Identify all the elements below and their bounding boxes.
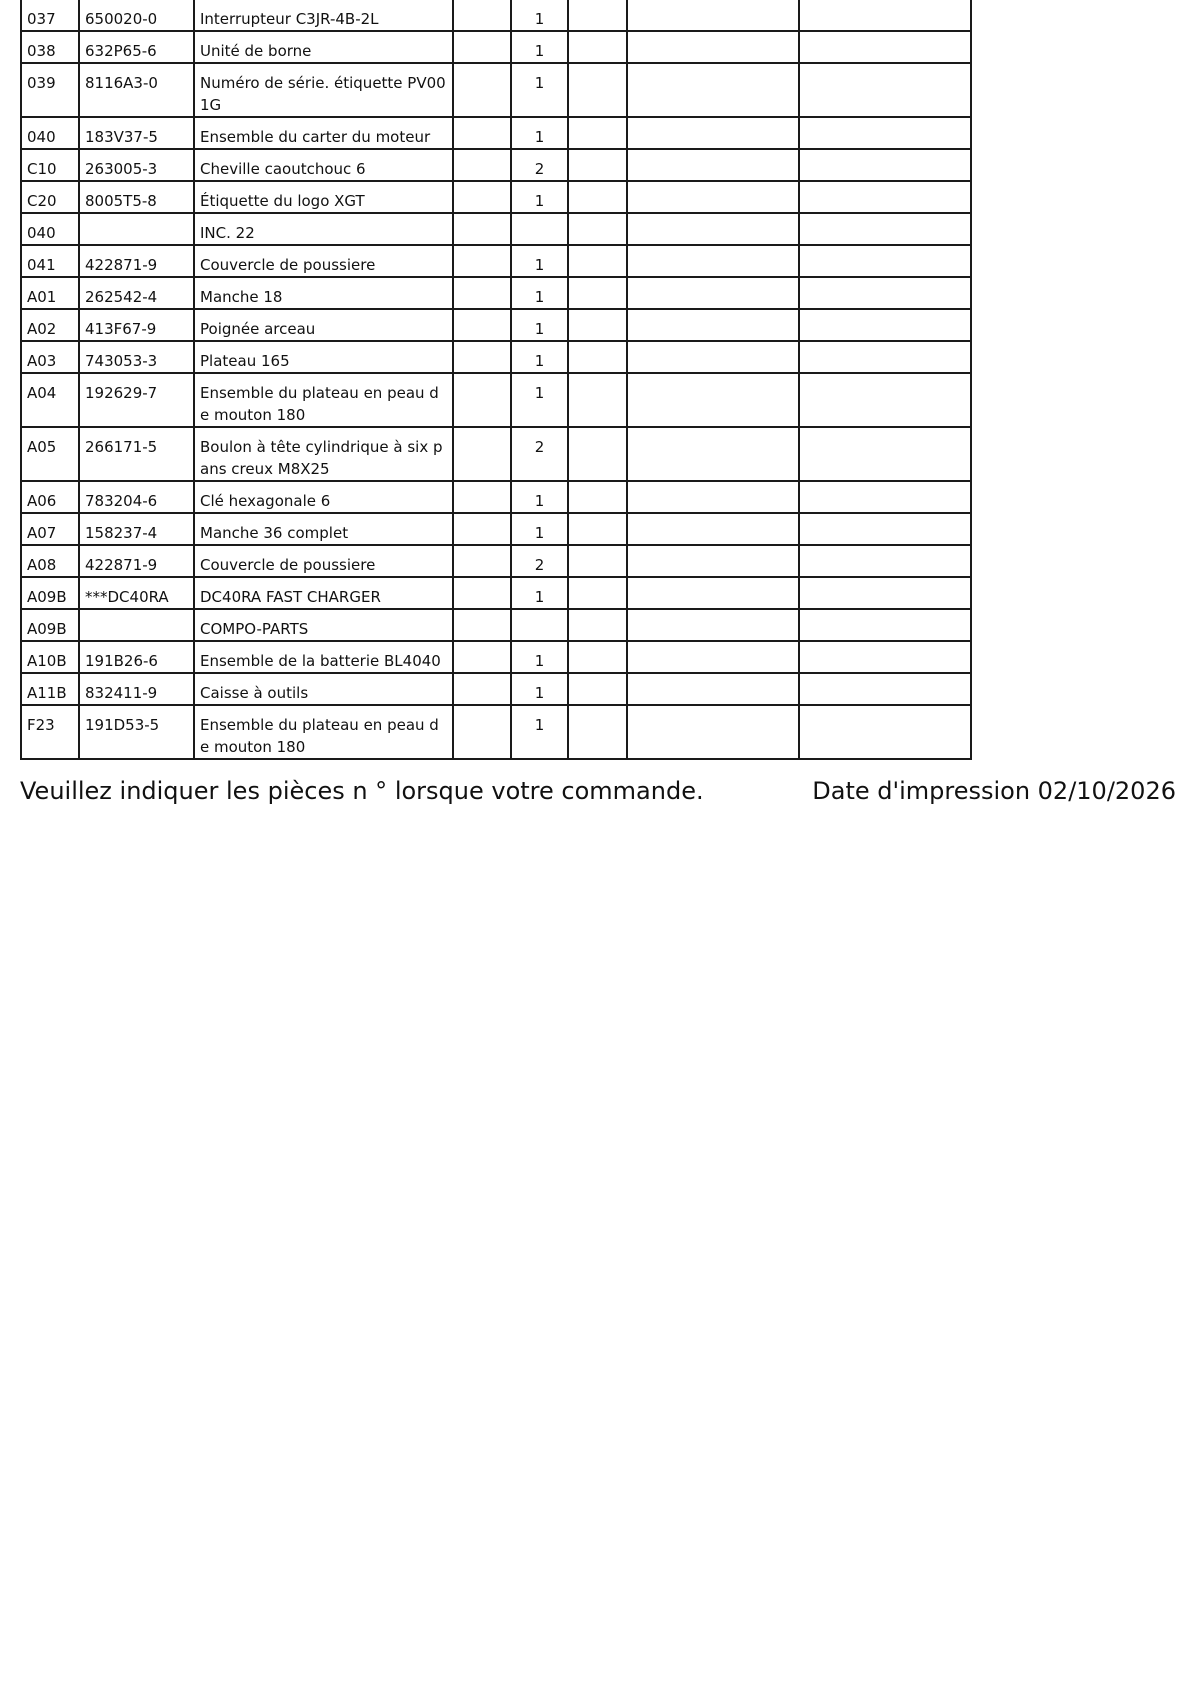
empty-cell xyxy=(627,0,799,31)
item-number-cell: A09B xyxy=(21,609,79,641)
empty-cell xyxy=(627,309,799,341)
empty-cell xyxy=(799,63,971,117)
empty-cell xyxy=(453,181,511,213)
part-number-cell xyxy=(79,609,194,641)
item-number-cell: A09B xyxy=(21,577,79,609)
empty-cell xyxy=(627,705,799,759)
part-number-cell: ***DC40RA xyxy=(79,577,194,609)
parts-table xyxy=(20,0,972,760)
empty-cell xyxy=(453,309,511,341)
empty-cell xyxy=(799,705,971,759)
quantity-cell: 1 xyxy=(511,117,568,149)
table-row xyxy=(21,427,971,481)
item-number-cell: A10B xyxy=(21,641,79,673)
part-number-cell: 191B26-6 xyxy=(79,641,194,673)
table-row xyxy=(21,245,971,277)
empty-cell xyxy=(627,577,799,609)
empty-cell xyxy=(799,213,971,245)
empty-cell xyxy=(799,277,971,309)
empty-cell xyxy=(627,31,799,63)
empty-cell xyxy=(627,213,799,245)
empty-cell xyxy=(453,277,511,309)
item-number-cell: 037 xyxy=(21,0,79,31)
description-cell: Interrupteur C3JR-4B-2L xyxy=(194,0,453,31)
table-row xyxy=(21,705,971,759)
empty-cell xyxy=(453,513,511,545)
empty-cell xyxy=(568,277,627,309)
item-number-cell: F23 xyxy=(21,705,79,759)
parts-table-body xyxy=(21,0,971,759)
empty-cell xyxy=(627,341,799,373)
item-number-cell: 040 xyxy=(21,117,79,149)
item-number-cell: 040 xyxy=(21,213,79,245)
empty-cell xyxy=(453,0,511,31)
empty-cell xyxy=(799,577,971,609)
empty-cell xyxy=(627,277,799,309)
item-number-cell: A08 xyxy=(21,545,79,577)
empty-cell xyxy=(568,673,627,705)
quantity-cell: 1 xyxy=(511,705,568,759)
item-number-cell: A11B xyxy=(21,673,79,705)
empty-cell xyxy=(453,63,511,117)
empty-cell xyxy=(568,117,627,149)
empty-cell xyxy=(568,609,627,641)
description-cell: INC. 22 xyxy=(194,213,453,245)
empty-cell xyxy=(568,577,627,609)
table-row xyxy=(21,31,971,63)
empty-cell xyxy=(568,31,627,63)
part-number-cell: 650020-0 xyxy=(79,0,194,31)
description-cell: Ensemble du carter du moteur xyxy=(194,117,453,149)
table-row xyxy=(21,641,971,673)
description-cell: Cheville caoutchouc 6 xyxy=(194,149,453,181)
empty-cell xyxy=(799,641,971,673)
table-row xyxy=(21,577,971,609)
quantity-cell: 1 xyxy=(511,0,568,31)
empty-cell xyxy=(453,373,511,427)
empty-cell xyxy=(453,427,511,481)
empty-cell xyxy=(799,545,971,577)
part-number-cell: 192629-7 xyxy=(79,373,194,427)
empty-cell xyxy=(799,427,971,481)
quantity-cell: 1 xyxy=(511,373,568,427)
empty-cell xyxy=(453,577,511,609)
quantity-cell: 1 xyxy=(511,341,568,373)
part-number-cell: 8005T5-8 xyxy=(79,181,194,213)
table-row xyxy=(21,63,971,117)
empty-cell xyxy=(799,181,971,213)
item-number-cell: A06 xyxy=(21,481,79,513)
empty-cell xyxy=(568,481,627,513)
item-number-cell: 038 xyxy=(21,31,79,63)
quantity-cell: 1 xyxy=(511,513,568,545)
empty-cell xyxy=(453,545,511,577)
item-number-cell: 041 xyxy=(21,245,79,277)
part-number-cell xyxy=(79,213,194,245)
empty-cell xyxy=(568,341,627,373)
empty-cell xyxy=(799,0,971,31)
empty-cell xyxy=(627,545,799,577)
description-cell: Plateau 165 xyxy=(194,341,453,373)
quantity-cell: 1 xyxy=(511,245,568,277)
empty-cell xyxy=(627,149,799,181)
description-cell: Boulon à tête cylindrique à six pans creux M8X25 xyxy=(194,427,453,481)
empty-cell xyxy=(799,149,971,181)
empty-cell xyxy=(627,63,799,117)
description-cell: Couvercle de poussiere xyxy=(194,545,453,577)
table-row xyxy=(21,481,971,513)
table-row xyxy=(21,513,971,545)
empty-cell xyxy=(627,373,799,427)
description-cell: Manche 36 complet xyxy=(194,513,453,545)
item-number-cell: A01 xyxy=(21,277,79,309)
table-row xyxy=(21,181,971,213)
empty-cell xyxy=(568,213,627,245)
description-cell: Numéro de série. étiquette PV00 1G xyxy=(194,63,453,117)
table-row xyxy=(21,309,971,341)
quantity-cell xyxy=(511,213,568,245)
table-row xyxy=(21,673,971,705)
empty-cell xyxy=(568,705,627,759)
empty-cell xyxy=(568,373,627,427)
quantity-cell: 1 xyxy=(511,31,568,63)
empty-cell xyxy=(568,181,627,213)
empty-cell xyxy=(627,513,799,545)
empty-cell xyxy=(568,545,627,577)
empty-cell xyxy=(568,63,627,117)
part-number-cell: 263005-3 xyxy=(79,149,194,181)
quantity-cell: 2 xyxy=(511,149,568,181)
part-number-cell: 191D53-5 xyxy=(79,705,194,759)
quantity-cell: 1 xyxy=(511,63,568,117)
empty-cell xyxy=(453,481,511,513)
part-number-cell: 266171-5 xyxy=(79,427,194,481)
part-number-cell: 422871-9 xyxy=(79,245,194,277)
empty-cell xyxy=(799,117,971,149)
empty-cell xyxy=(799,609,971,641)
empty-cell xyxy=(453,673,511,705)
description-cell: Unité de borne xyxy=(194,31,453,63)
part-number-cell: 158237-4 xyxy=(79,513,194,545)
empty-cell xyxy=(453,641,511,673)
empty-cell xyxy=(627,481,799,513)
item-number-cell: C10 xyxy=(21,149,79,181)
table-row xyxy=(21,341,971,373)
order-instruction: Veuillez indiquer les pièces n ° lorsque votre commande. xyxy=(20,777,704,805)
description-cell: Ensemble du plateau en peau de mouton 180 xyxy=(194,373,453,427)
description-cell: Manche 18 xyxy=(194,277,453,309)
part-number-cell: 632P65-6 xyxy=(79,31,194,63)
empty-cell xyxy=(453,341,511,373)
item-number-cell: A03 xyxy=(21,341,79,373)
empty-cell xyxy=(453,31,511,63)
quantity-cell: 1 xyxy=(511,481,568,513)
empty-cell xyxy=(453,117,511,149)
quantity-cell: 1 xyxy=(511,181,568,213)
empty-cell xyxy=(453,213,511,245)
item-number-cell: A04 xyxy=(21,373,79,427)
print-date: Date d'impression 02/10/2026 xyxy=(812,777,1176,805)
part-number-cell: 413F67-9 xyxy=(79,309,194,341)
empty-cell xyxy=(453,609,511,641)
part-number-cell: 783204-6 xyxy=(79,481,194,513)
empty-cell xyxy=(799,245,971,277)
empty-cell xyxy=(627,427,799,481)
quantity-cell: 1 xyxy=(511,673,568,705)
quantity-cell: 2 xyxy=(511,427,568,481)
table-row xyxy=(21,213,971,245)
table-row xyxy=(21,545,971,577)
empty-cell xyxy=(799,513,971,545)
description-cell: Clé hexagonale 6 xyxy=(194,481,453,513)
item-number-cell: 039 xyxy=(21,63,79,117)
part-number-cell: 183V37-5 xyxy=(79,117,194,149)
empty-cell xyxy=(568,245,627,277)
part-number-cell: 262542-4 xyxy=(79,277,194,309)
item-number-cell: A02 xyxy=(21,309,79,341)
empty-cell xyxy=(799,341,971,373)
table-row xyxy=(21,0,971,31)
item-number-cell: A05 xyxy=(21,427,79,481)
empty-cell xyxy=(453,245,511,277)
description-cell: Ensemble de la batterie BL4040 xyxy=(194,641,453,673)
description-cell: COMPO-PARTS xyxy=(194,609,453,641)
empty-cell xyxy=(568,309,627,341)
description-cell: DC40RA FAST CHARGER xyxy=(194,577,453,609)
empty-cell xyxy=(568,427,627,481)
empty-cell xyxy=(568,513,627,545)
quantity-cell: 2 xyxy=(511,545,568,577)
empty-cell xyxy=(627,181,799,213)
part-number-cell: 743053-3 xyxy=(79,341,194,373)
table-row xyxy=(21,609,971,641)
quantity-cell xyxy=(511,609,568,641)
empty-cell xyxy=(453,705,511,759)
empty-cell xyxy=(627,609,799,641)
part-number-cell: 422871-9 xyxy=(79,545,194,577)
part-number-cell: 832411-9 xyxy=(79,673,194,705)
table-row xyxy=(21,277,971,309)
table-row xyxy=(21,117,971,149)
item-number-cell: C20 xyxy=(21,181,79,213)
description-cell: Étiquette du logo XGT xyxy=(194,181,453,213)
empty-cell xyxy=(627,641,799,673)
item-number-cell: A07 xyxy=(21,513,79,545)
empty-cell xyxy=(799,481,971,513)
quantity-cell: 1 xyxy=(511,309,568,341)
quantity-cell: 1 xyxy=(511,577,568,609)
empty-cell xyxy=(799,309,971,341)
description-cell: Ensemble du plateau en peau de mouton 180 xyxy=(194,705,453,759)
empty-cell xyxy=(627,245,799,277)
empty-cell xyxy=(627,673,799,705)
description-cell: Caisse à outils xyxy=(194,673,453,705)
empty-cell xyxy=(568,0,627,31)
empty-cell xyxy=(568,149,627,181)
empty-cell xyxy=(627,117,799,149)
empty-cell xyxy=(453,149,511,181)
description-cell: Couvercle de poussiere xyxy=(194,245,453,277)
empty-cell xyxy=(799,673,971,705)
quantity-cell: 1 xyxy=(511,277,568,309)
empty-cell xyxy=(799,31,971,63)
empty-cell xyxy=(799,373,971,427)
description-cell: Poignée arceau xyxy=(194,309,453,341)
part-number-cell: 8116A3-0 xyxy=(79,63,194,117)
empty-cell xyxy=(568,641,627,673)
table-row xyxy=(21,149,971,181)
table-row xyxy=(21,373,971,427)
quantity-cell: 1 xyxy=(511,641,568,673)
